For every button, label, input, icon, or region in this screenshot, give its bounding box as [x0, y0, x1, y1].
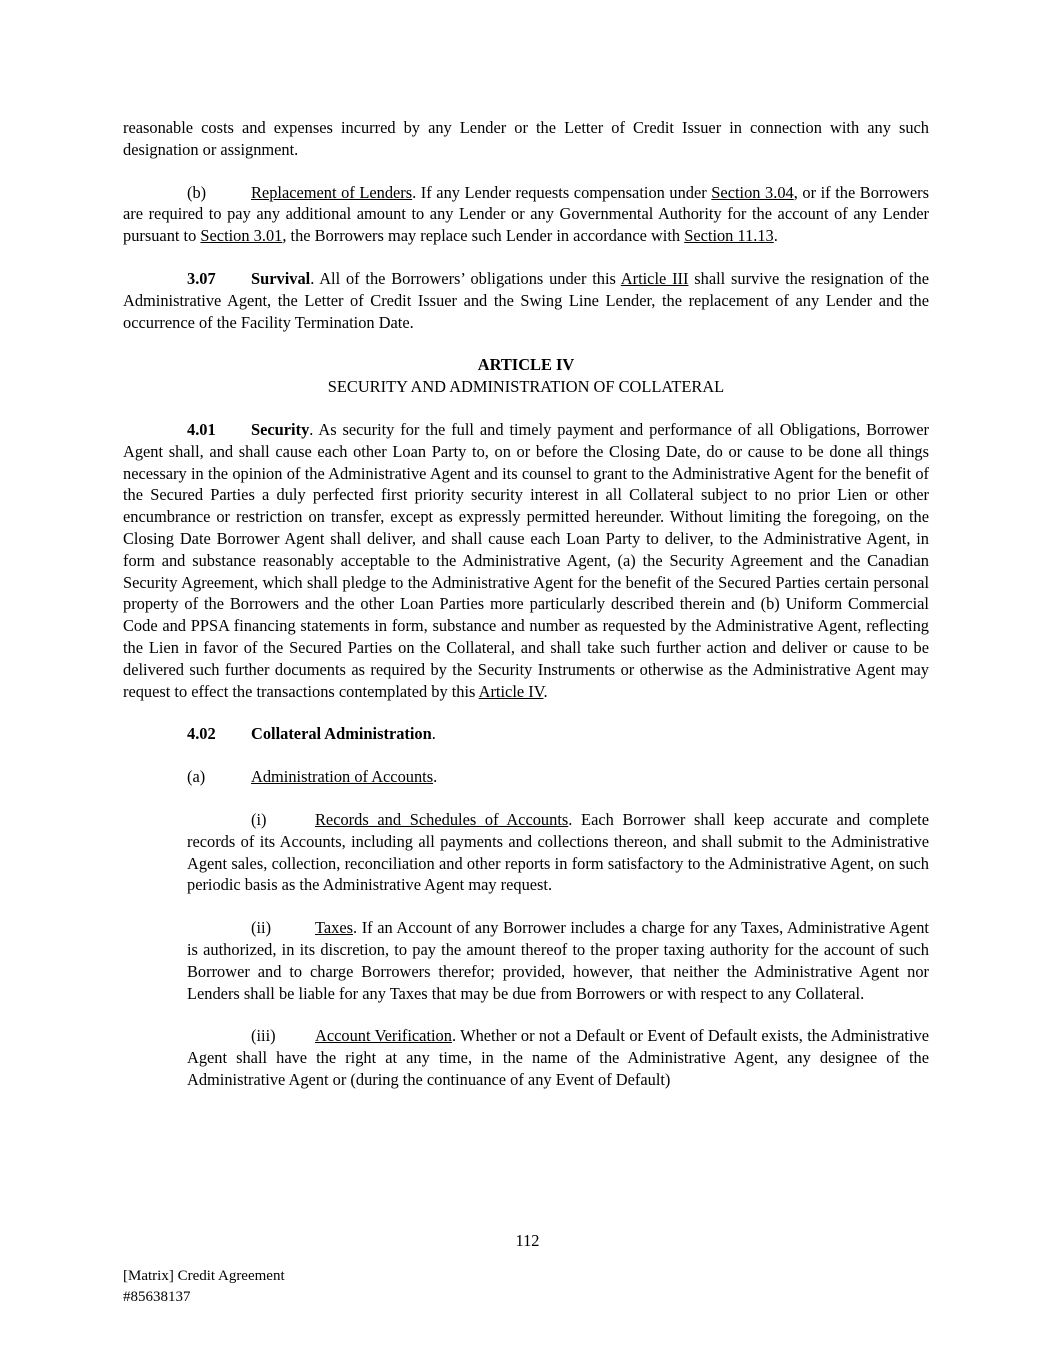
clause-heading: Records and Schedules of Accounts	[315, 809, 569, 829]
text-run: . As security for the full and timely payment and performance of all Obligations, Borrower Agent shall, and shall cause each other Loan Party to, on or before the Closing Date, do or cause to be done all things necessary in the opinion of the Administrative Agent and its counsel to grant to the Administrative Agent for the benefit of the Secured Parties a duly perfected first priority security interest in all Collateral subject to no prior Lien or other encumbrance or restriction on transfer, except as expressly permitted hereunder. Without limiting the foregoing, on the Closing Date Borrower Agent shall deliver, and shall cause each Loan Party to deliver, to the Administrative Agent, in form and substance reasonably acceptable to the Administrative Agent, (a) the Security Agreement and the Canadian Security Agreement, which shall pledge to the Administrative Agent for the benefit of the Secured Parties certain personal property of the Borrowers and the other Loan Parties more particularly described therein and (b) Uniform Commercial Code and PPSA financing statements in form, substance and number as requested by the Administrative Agent, reflecting the Lien in favor of the Secured Parties on the Collateral, and shall take such further action and deliver or cause to be delivered such further documents as required by the Security Instruments or otherwise as the Administrative Agent may request to effect the transactions contemplated by this	[123, 419, 929, 701]
text-run: shall survive the resignation of the Administrative Agent, the Letter of Credit Issuer and the Swing Line Lender, the replacement of any Lender and the occurrence of the Facility Termination Date.	[123, 268, 930, 332]
text-run: . All of the Borrowers’ obligations under this	[310, 268, 621, 288]
section-title: Security	[251, 419, 310, 439]
text-run: . Each Borrower shall keep accurate and complete records of its Accounts, including all payments and collections thereon, and shall submit to the Administrative Agent sales, collection, reconciliation and other reports in form satisfactory to the Administrative Agent, on such periodic basis as the Administrative Agent may request.	[187, 809, 929, 895]
clause-iii-account-verification	[187, 1025, 929, 1090]
text-run: . Whether or not a Default or Event of Default exists, the Administrative Agent shall have the right at any time, in the name of the Administrative Agent, any designee of the Administrative Agent or (during the continuance of any Event of Default)	[187, 1026, 929, 1089]
clause-label: (iii)	[251, 1026, 276, 1046]
paragraph-replacement-of-lenders	[123, 182, 929, 247]
section-4-02-collateral-administration	[123, 723, 929, 745]
article-iv-heading	[123, 354, 929, 398]
section-title: Collateral Administration	[251, 724, 432, 744]
clause-a-administration-of-accounts	[123, 766, 929, 788]
clause-heading: Taxes	[315, 918, 353, 938]
clause-heading: Replacement of Lenders	[251, 182, 413, 202]
text-run: .	[543, 681, 548, 701]
text-run: .	[431, 724, 436, 744]
page-content	[123, 117, 929, 1112]
clause-label: (ii)	[251, 918, 272, 938]
clause-i-records-and-schedules	[187, 809, 929, 896]
text-run: .	[433, 767, 438, 787]
section-number: 3.07	[187, 268, 216, 288]
article-number: ARTICLE IV	[477, 355, 575, 375]
section-title: Survival	[251, 268, 311, 288]
article-ref: Article IV	[478, 681, 544, 701]
page-number: 112	[515, 1231, 540, 1250]
article-ref: Article III	[620, 268, 689, 288]
text-run: .	[773, 226, 778, 246]
page-footer	[123, 1266, 285, 1308]
footer-doc-name: [Matrix] Credit Agreement	[123, 1268, 285, 1284]
text-run: . If an Account of any Borrower includes a charge for any Taxes, Administrative Agent is authorized, in its discretion, to pay the amount thereof to the proper taxing authority for the account of such Borrower and to charge Borrowers therefor; provided, however, that neither the Administrative Agent nor Lenders shall be liable for any Taxes that may be due from Borrowers or with respect to any Collateral.	[187, 918, 929, 1003]
clause-label: (b)	[187, 182, 207, 202]
section-ref: Section 11.13	[684, 226, 774, 246]
clause-heading: Administration of Accounts	[251, 767, 434, 787]
text-run: , the Borrowers may replace such Lender in accordance with	[282, 226, 685, 246]
paragraph-continuation	[123, 117, 929, 161]
clause-ii-taxes	[187, 917, 929, 1004]
text-run: reasonable costs and expenses incurred by any Lender or the Letter of Credit Issuer in connection with any such designation or assignment.	[123, 118, 929, 159]
section-number: 4.02	[187, 724, 216, 744]
clause-heading: Account Verification	[315, 1026, 452, 1046]
section-ref: Section 3.04	[711, 182, 794, 202]
footer-doc-id: #85638137	[123, 1289, 191, 1305]
section-ref: Section 3.01	[200, 226, 283, 246]
section-3-07-survival	[123, 268, 929, 333]
section-4-01-security	[123, 419, 929, 702]
article-title: SECURITY AND ADMINISTRATION OF COLLATERAL	[327, 377, 725, 397]
clause-label: (a)	[187, 767, 206, 787]
clause-label: (i)	[251, 809, 267, 829]
section-number: 4.01	[187, 419, 216, 439]
text-run: . If any Lender requests compensation under	[412, 182, 712, 202]
text-run: , or if the Borrowers are required to pay any additional amount to any Lender or any Governmental Authority for the account of any Lender pursuant to	[123, 182, 929, 246]
